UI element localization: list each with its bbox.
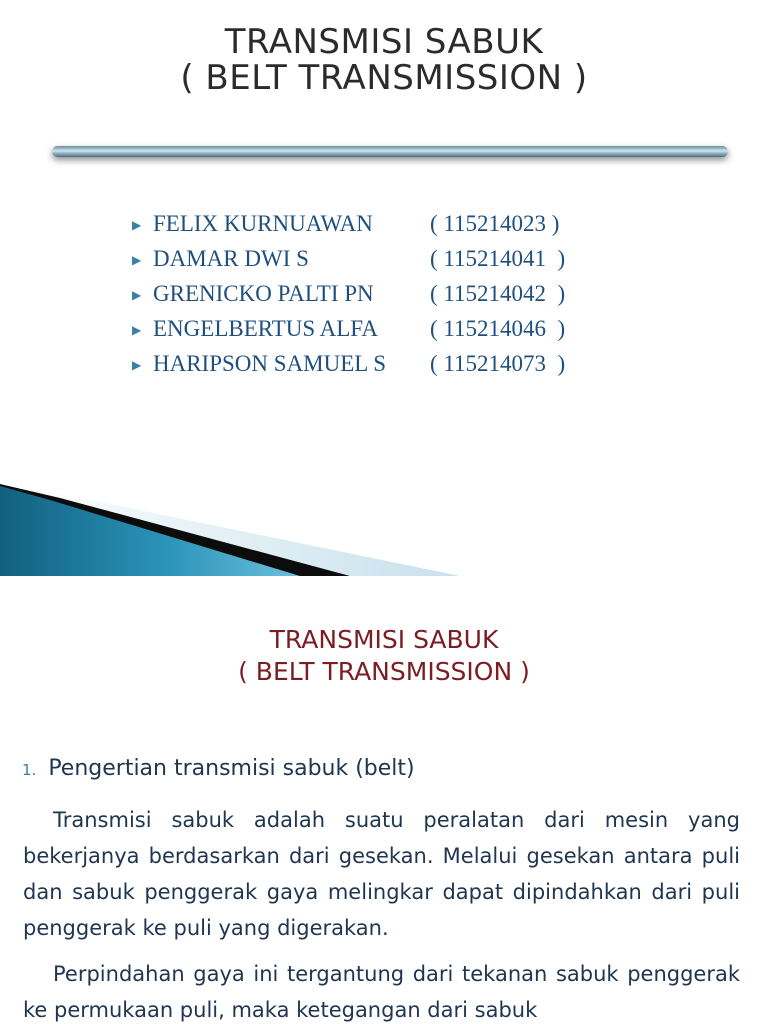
section-title xyxy=(0,624,768,688)
triangle-right-icon: ▶ xyxy=(132,288,142,302)
member-id: ( 115214073 ) xyxy=(430,351,566,376)
triangle-right-icon: ▶ xyxy=(132,253,142,267)
triangle-right-icon: ▶ xyxy=(132,218,142,232)
triangle-right-icon: ▶ xyxy=(132,358,142,372)
member-name: ENGELBERTUS ALFA xyxy=(153,316,379,341)
section-title-line2: ( BELT TRANSMISSION ) xyxy=(238,657,530,686)
member-name: FELIX KURNUAWAN xyxy=(153,211,373,236)
slide-title xyxy=(0,24,768,96)
decorative-wedge xyxy=(0,476,768,576)
body-paragraph: Transmisi sabuk adalah suatu peralatan dari mesin yang bekerjanya berdasarkan dari gesekan. Melalui gesekan antara puli dan sabuk penggerak gaya melingkar dapat dipindahkan dari puli penggerak ke puli yang digerakan. xyxy=(23,808,740,940)
slide-title-line2: ( BELT TRANSMISSION ) xyxy=(180,58,588,98)
section-title-line1: TRANSMISI SABUK xyxy=(269,625,499,654)
numbered-heading xyxy=(22,756,415,781)
member-name: DAMAR DWI S xyxy=(153,246,309,271)
content-slide xyxy=(0,576,768,1024)
heading-text: Pengertian transmisi sabuk (belt) xyxy=(48,756,415,781)
member-id: ( 115214023 ) xyxy=(430,211,560,236)
title-divider xyxy=(52,146,728,157)
member-id: ( 115214046 ) xyxy=(430,316,566,341)
member-name: GRENICKO PALTI PN xyxy=(153,281,374,306)
member-name: HARIPSON SAMUEL S xyxy=(153,351,387,376)
body-paragraph: Perpindahan gaya ini tergantung dari tekanan sabuk penggerak ke permukaan puli, maka ketegangan dari sabuk xyxy=(23,962,740,1022)
member-id: ( 115214042 ) xyxy=(430,281,566,306)
heading-number: 1. xyxy=(22,761,37,779)
triangle-right-icon: ▶ xyxy=(132,323,142,337)
member-id: ( 115214041 ) xyxy=(430,246,566,271)
slide-title-line1: TRANSMISI SABUK xyxy=(224,22,544,62)
